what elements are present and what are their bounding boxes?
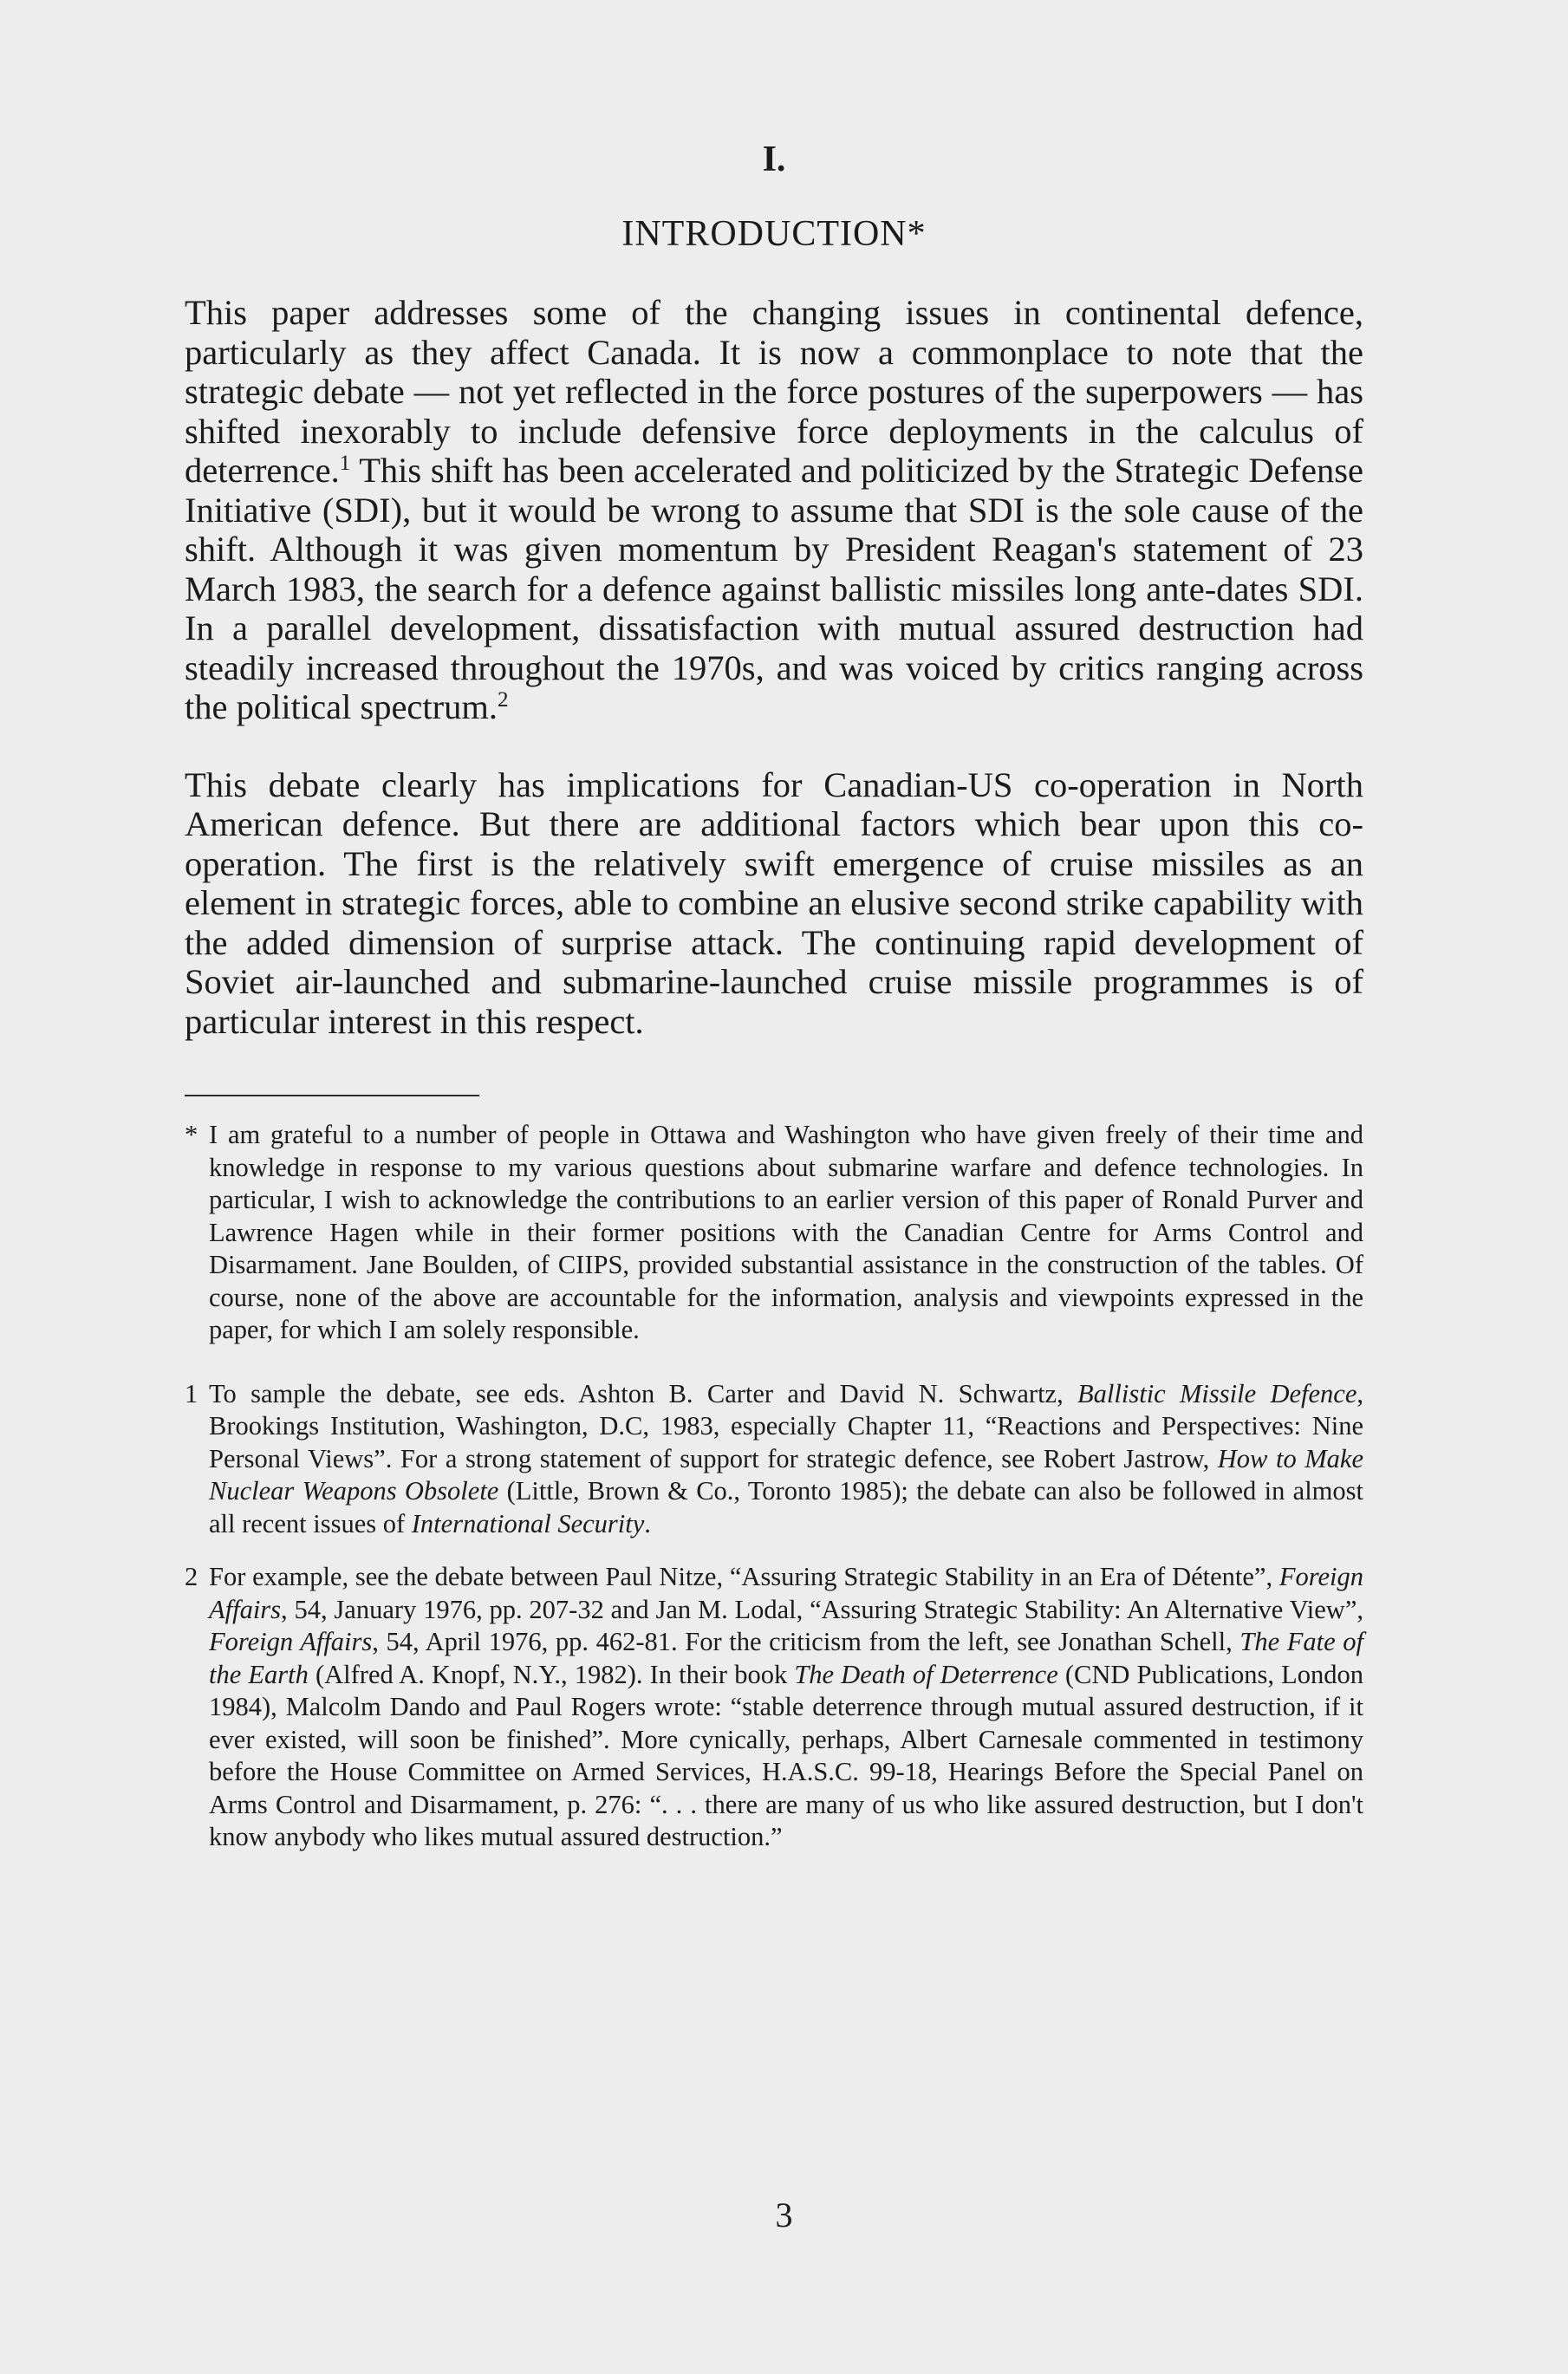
footnote-divider — [185, 1095, 479, 1096]
footnote-1 — [185, 1378, 1363, 1541]
footnote-star-marker: * — [185, 1120, 198, 1149]
paragraph-1-text-b: This shift has been accelerated and politicized by the Strategic Defense Initiative (SDI), but it would be wrong to assume that SDI is the sole cause of the shift. Although it was given momentum by President Reagan's statement of 23 March 1983, the search for a defence against ballistic missiles long ante-dates SDI. In a parallel development, dissatisfaction with mutual assured destruction had steadily increased throughout the 1970s, and was voiced by critics ranging across the political spectrum. — [185, 451, 1363, 726]
footnote-2-title-fate-of-the-earth: The Fate of the Earth — [209, 1627, 1364, 1689]
footnote-1-marker: 1 — [185, 1378, 198, 1408]
footnote-2-text: , 54, April 1976, pp. 462-81. For the criticism from the left, see Jonathan Schell, — [372, 1627, 1240, 1656]
footnote-2-text: (CND Publications, London 1984), Malcolm Dando and Paul Rogers wrote: “stable deterrence through mutual assured destruction, if it ever existed, will soon be finished”. More cynically, perhaps, Albert Carnesale commented in testimony before the House Committee on Armed Services, H.A.S.C. 99-18, Hearings Before the Special Panel on Arms Control and Disarmament, p. 276: “. . . there are many of us who like assured destruction, but I don't know anybody who likes mutual assured destruction.” — [209, 1659, 1363, 1851]
footnote-1-title-ballistic-missile-defence: Ballistic Missile Defence — [1077, 1378, 1357, 1408]
footnote-2-marker: 2 — [185, 1562, 198, 1591]
footnote-2 — [185, 1561, 1363, 1854]
section-title-footnote-marker: * — [907, 214, 927, 254]
footnote-2-text: (Alfred A. Knopf, N.Y., 1982). In their book — [308, 1659, 795, 1689]
footnote-star-text: I am grateful to a number of people in Ottawa and Washington who have given freely of their time and knowledge in response to my various questions about submarine warfare and defence technologies. In particular, I wish to acknowledge the contributions to an earlier version of this paper of Ronald Purver and Lawrence Hagen while in their former positions with the Canadian Centre for Arms Control and Disarmament. Jane Boulden, of CIIPS, provided substantial assistance in the construction of the tables. Of course, none of the above are accountable for the information, analysis and viewpoints expressed in the paper, for which I am solely responsible. — [209, 1120, 1363, 1344]
footnote-1-text: . — [644, 1508, 651, 1538]
paragraph-1-text-a: This paper addresses some of the changing issues in continental defence, particularly as they affect Canada. It is now a commonplace to note that the strategic debate — not yet reflected in the force postures of the superpowers — has shifted inexorably to include defensive force deployments in the calculus of deterrence. — [185, 293, 1363, 490]
footnote-2-text: , 54, January 1976, pp. 207-32 and Jan M. Lodal, “Assuring Strategic Stability: An Alternative View”, — [281, 1594, 1363, 1624]
text-column — [185, 139, 1363, 1854]
footnote-2-title-foreign-affairs: Foreign Affairs — [209, 1627, 373, 1656]
footnote-1-text: (Little, Brown & Co., Toronto 1985); the debate can also be followed in almost all recent issues of — [209, 1476, 1363, 1538]
footnote-1-title-international-security: International Security — [411, 1508, 645, 1538]
footnote-2-title-death-of-deterrence: The Death of Deterrence — [794, 1659, 1058, 1689]
body-paragraph-2: This debate clearly has implications for Canadian-US co-operation in North American defence. But there are additional factors which bear upon this co-operation. The first is the relatively swift emergence of cruise missiles as an element in strategic forces, able to combine an elusive second strike capability with the added dimension of surprise attack. The continuing rapid development of Soviet air-launched and submarine-launched cruise missile programmes is of particular interest in this respect. — [185, 764, 1363, 1041]
footnote-1-text: To sample the debate, see eds. Ashton B. Carter and David N. Schwartz, — [209, 1378, 1078, 1408]
page-number: 3 — [775, 2195, 793, 2234]
body-paragraph-1 — [185, 293, 1363, 727]
section-number: I. — [762, 140, 786, 179]
footnote-ref-1: 1 — [339, 452, 351, 476]
footnote-1-title-nuclear-weapons-obsolete: How to Make Nuclear Weapons Obsolete — [209, 1443, 1363, 1506]
footnote-star — [185, 1119, 1363, 1347]
section-title — [185, 213, 1363, 255]
section-title-text: INTRODUCTION — [621, 214, 908, 254]
footnote-2-title-foreign-affairs: Foreign Affairs — [209, 1562, 1363, 1624]
footnote-1-text: , Brookings Institution, Washington, D.C, 1983, especially Chapter 11, “Reactions and Perspectives: Nine Personal Views”. For a strong statement of support for strategic defence, see Robert Jastrow, — [209, 1378, 1363, 1473]
footnote-ref-2: 2 — [498, 688, 509, 712]
footnote-2-text: For example, see the debate between Paul Nitze, “Assuring Strategic Stability in an Era of Détente”, — [209, 1562, 1279, 1591]
